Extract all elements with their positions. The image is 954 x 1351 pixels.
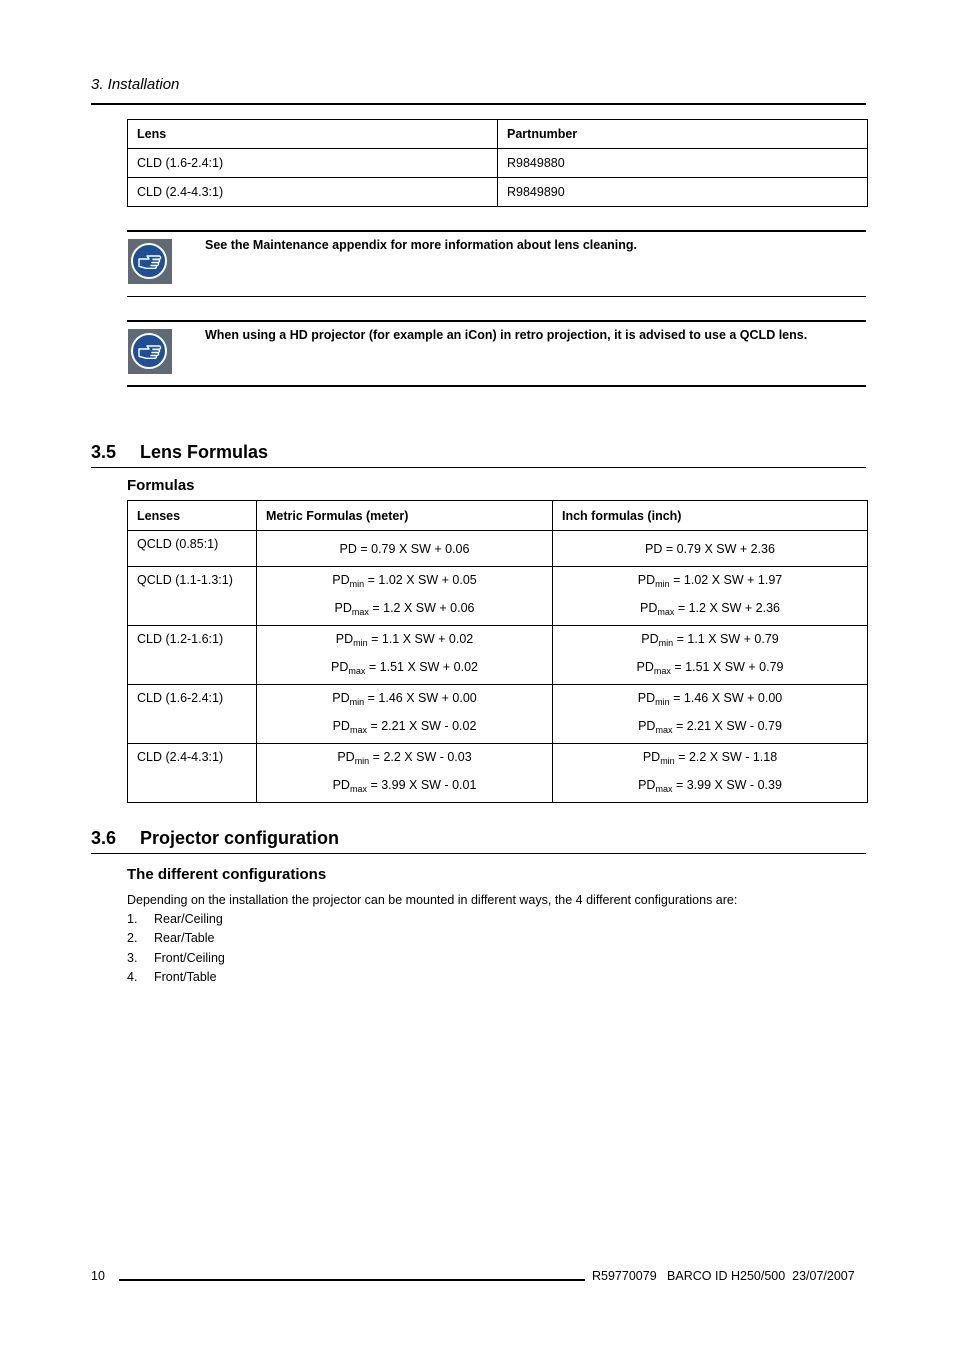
formula-line: $PD_{max} = 1.51$ X SW + 0.79 (636, 660, 784, 676)
section-title: Projector configuration (140, 828, 340, 848)
section-title: Lens Formulas (140, 442, 269, 462)
formula-line: PD = 0.79 X SW + 0.06 (339, 541, 470, 556)
page-number: 10 (91, 1269, 105, 1283)
note-bottom-rule (127, 385, 866, 387)
note-text: When using a HD projector (for example an iCon) in retro projection, it is advised to use a QCLD lens. (205, 328, 808, 342)
lens-cell: CLD (2.4-4.3:1) (128, 744, 257, 803)
table-row (128, 626, 868, 685)
section-heading (91, 828, 339, 849)
chapter-heading: 3. Installation (91, 76, 180, 93)
note-box (127, 230, 866, 297)
formula-line: $PD_{max} = 1.2$ X SW + 0.06 (334, 601, 475, 617)
column-header-metric: Metric Formulas (meter) (257, 501, 553, 531)
column-header-lenses: Lenses (128, 501, 257, 531)
formula-line: $PD_{max} = 2.21$ X SW - 0.02 (332, 719, 477, 735)
inch-formula-cell (553, 744, 868, 803)
table-row (128, 531, 868, 567)
list-item: 3. Front/Ceiling (127, 951, 225, 965)
inch-formula-cell (553, 626, 868, 685)
lens-cell: CLD (1.6-2.4:1) (128, 149, 498, 178)
note-box (127, 320, 866, 387)
list-item: 4. Front/Table (127, 970, 217, 984)
subsection-title: The different configurations (127, 866, 327, 883)
formula-line: $PD_{min} = 1.02$ X SW + 0.05 (332, 573, 477, 589)
intro-paragraph: Depending on the installation the projector can be mounted in different ways, the 4 different configurations are: (127, 893, 738, 907)
table-row (128, 567, 868, 626)
lens-cell: CLD (2.4-4.3:1) (128, 178, 498, 207)
lens-partnumber-table (127, 119, 868, 207)
note-text: See the Maintenance appendix for more information about lens cleaning. (205, 238, 638, 252)
formula-line: PD = 0.79 X SW + 2.36 (645, 541, 775, 556)
note-top-rule (127, 320, 866, 322)
formula-line: $PD_{max} = 1.51$ X SW + 0.02 (331, 660, 478, 676)
column-header-lens: Lens (128, 120, 498, 149)
table-header-row (128, 120, 868, 149)
formula-line: $PD_{max} = 3.99$ X SW - 0.01 (332, 778, 477, 794)
formula-line: $PD_{max} = 1.2$ X SW + 2.36 (639, 601, 780, 617)
subsection-title: Formulas (127, 477, 195, 494)
section-rule (91, 853, 866, 854)
footer-rule (119, 1279, 585, 1281)
pointing-hand-icon (128, 239, 172, 284)
section-heading (91, 442, 268, 463)
partnumber-cell: R9849880 (498, 149, 868, 178)
metric-formula-cell (257, 744, 553, 803)
footer-doc-info: R59770079 BARCO ID H250/500 23/07/2007 (592, 1269, 855, 1283)
formula-line: $PD_{max} = 3.99$ X SW - 0.39 (638, 778, 782, 794)
header-rule (91, 103, 866, 105)
pointing-hand-icon (128, 329, 172, 374)
lens-formulas-table (127, 500, 868, 803)
section-number: 3.6 (91, 828, 117, 848)
lens-cell: CLD (1.6-2.4:1) (128, 685, 257, 744)
lens-cell: CLD (1.2-1.6:1) (128, 626, 257, 685)
formula-line: $PD_{min} = 1.46$ X SW + 0.00 (332, 691, 477, 707)
table-header-row (128, 501, 868, 531)
list-item: 1. Rear/Ceiling (127, 912, 223, 926)
section-number: 3.5 (91, 442, 117, 462)
section-rule (91, 467, 866, 468)
formula-line: $PD_{min} = 2.2$ X SW - 1.18 (642, 750, 778, 766)
metric-formula-cell (257, 626, 553, 685)
inch-formula-cell (553, 567, 868, 626)
inch-formula-cell (553, 531, 868, 567)
formula-line: $PD_{min} = 2.2$ X SW - 0.03 (337, 750, 472, 766)
lens-cell: QCLD (0.85:1) (128, 531, 257, 567)
table-row (128, 685, 868, 744)
formula-line: $PD_{min} = 1.1$ X SW + 0.79 (641, 632, 779, 648)
formula-line: $PD_{min} = 1.1$ X SW + 0.02 (335, 632, 474, 648)
metric-formula-cell (257, 685, 553, 744)
note-top-rule (127, 230, 866, 232)
table-row (128, 149, 868, 178)
formula-line: $PD_{min} = 1.02$ X SW + 1.97 (637, 573, 783, 589)
formula-line: $PD_{min} = 1.46$ X SW + 0.00 (637, 691, 783, 707)
partnumber-cell: R9849890 (498, 178, 868, 207)
list-item: 2. Rear/Table (127, 931, 215, 945)
column-header-inch: Inch formulas (inch) (553, 501, 868, 531)
table-row (128, 178, 868, 207)
note-bottom-rule (127, 296, 866, 297)
table-row (128, 744, 868, 803)
metric-formula-cell (257, 531, 553, 567)
column-header-partnumber: Partnumber (498, 120, 868, 149)
formula-line: $PD_{max} = 2.21$ X SW - 0.79 (638, 719, 782, 735)
inch-formula-cell (553, 685, 868, 744)
lens-cell: QCLD (1.1-1.3:1) (128, 567, 257, 626)
metric-formula-cell (257, 567, 553, 626)
